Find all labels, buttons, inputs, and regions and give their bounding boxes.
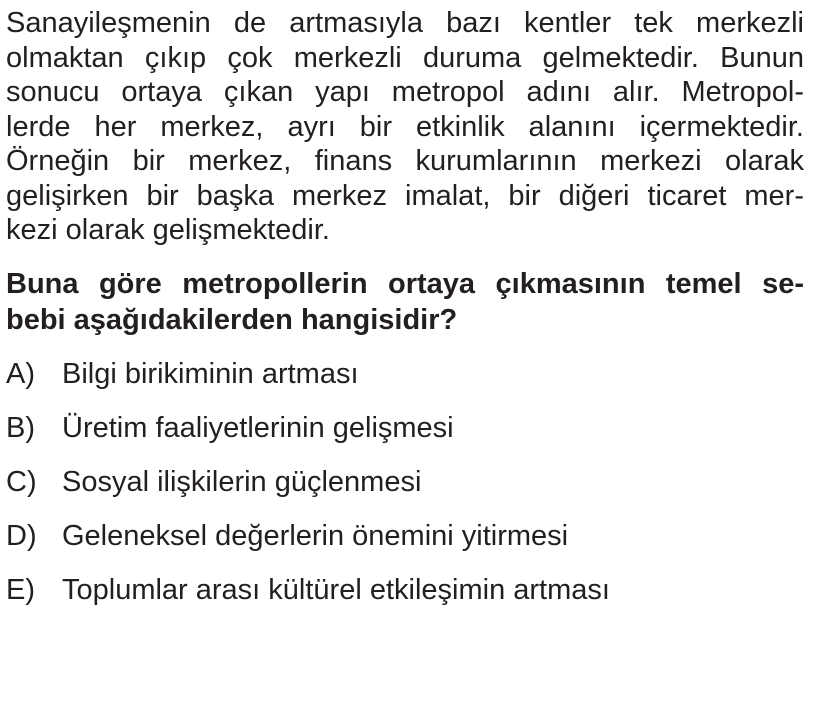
option-text: Geleneksel değerlerin önemini yitirmesi <box>62 519 569 552</box>
passage-line: Sanayileşmenin de artmasıyla bazı kentler tek merkezli <box>6 7 804 39</box>
option-letter: B) <box>6 411 35 444</box>
option-e[interactable] <box>6 563 804 617</box>
passage-line: gelişirken bir başka merkez imalat, bir diğeri ticaret mer- <box>6 179 804 212</box>
passage-line: sonucu ortaya çıkan yapı metropol adını alır. Metropol- <box>6 76 804 108</box>
answer-options <box>6 347 804 617</box>
question-stem <box>6 266 804 338</box>
option-letter: A) <box>6 357 35 390</box>
option-d[interactable] <box>6 509 804 563</box>
passage-line: Örneğin bir merkez, finans kurumlarının merkezi olarak <box>6 145 804 177</box>
option-letter: D) <box>6 519 37 552</box>
passage-text <box>6 6 804 248</box>
option-a[interactable] <box>6 347 804 401</box>
option-text: Toplumlar arası kültürel etkileşimin artması <box>62 573 610 606</box>
passage-line: lerde her merkez, ayrı bir etkinlik alanını içermektedir. <box>6 110 804 143</box>
option-text: Bilgi birikiminin artması <box>62 357 359 390</box>
question-line: Buna göre metropollerin ortaya çıkmasının temel se- <box>6 267 804 300</box>
passage-line: olmaktan çıkıp çok merkezli duruma gelmektedir. Bunun <box>6 41 804 74</box>
option-c[interactable] <box>6 455 804 509</box>
question-line: bebi aşağıdakilerden hangisidir? <box>6 303 458 336</box>
question-page <box>6 6 804 617</box>
option-b[interactable] <box>6 401 804 455</box>
option-text: Sosyal ilişkilerin güçlenmesi <box>62 465 422 498</box>
passage-line: kezi olarak gelişmektedir. <box>6 214 330 246</box>
option-text: Üretim faaliyetlerinin gelişmesi <box>62 411 454 444</box>
option-letter: C) <box>6 465 37 498</box>
option-letter: E) <box>6 573 35 606</box>
